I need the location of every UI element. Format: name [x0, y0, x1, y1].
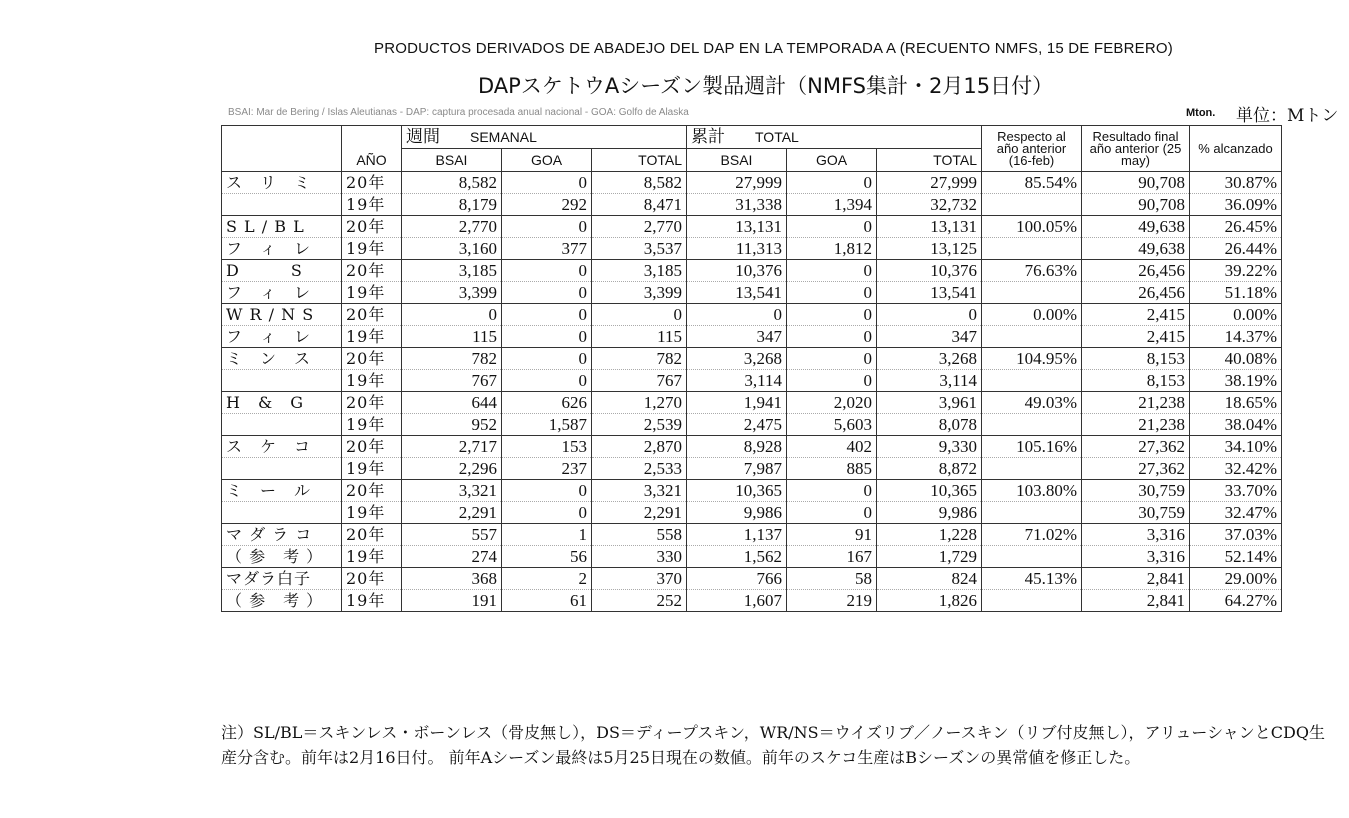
cell-c-total: 13,125: [877, 238, 982, 260]
header-w-total: TOTAL: [592, 149, 687, 172]
cell-vs: 45.13%: [982, 568, 1082, 590]
cell-w-bsai: 274: [402, 546, 502, 568]
year-cell: 19年: [342, 414, 402, 436]
cell-c-bsai: 1,941: [687, 392, 787, 414]
table-row: [222, 238, 1282, 260]
cell-c-bsai: 0: [687, 304, 787, 326]
cell-final: 30,759: [1082, 502, 1190, 524]
cell-final: 2,415: [1082, 304, 1190, 326]
unit-label-japanese: 単位：Mトン: [1236, 106, 1339, 126]
table-row: [222, 370, 1282, 392]
cell-w-goa: 61: [502, 590, 592, 612]
cell-w-total: 558: [592, 524, 687, 546]
product-jp-cell: [222, 414, 342, 436]
product-jp-cell: [222, 194, 342, 216]
cell-w-bsai: 2,770: [402, 216, 502, 238]
year-cell: 19年: [342, 370, 402, 392]
year-cell: 19年: [342, 238, 402, 260]
cell-c-goa: 1,394: [787, 194, 877, 216]
cell-c-total: 13,541: [877, 282, 982, 304]
header-vs-prev: Respecto al año anterior (16-feb): [982, 126, 1082, 172]
cell-c-goa: 0: [787, 260, 877, 282]
table-row: [222, 568, 1282, 590]
cell-pct: 18.65%: [1190, 392, 1282, 414]
cell-vs: [982, 414, 1082, 436]
cell-w-total: 3,399: [592, 282, 687, 304]
header-w-bsai: BSAI: [402, 149, 502, 172]
cell-w-total: 330: [592, 546, 687, 568]
cell-vs: [982, 590, 1082, 612]
product-jp-cell: [222, 370, 342, 392]
cell-w-bsai: 3,160: [402, 238, 502, 260]
year-cell: 19年: [342, 282, 402, 304]
cell-w-goa: 2: [502, 568, 592, 590]
cell-c-bsai: 1,137: [687, 524, 787, 546]
cell-w-total: 8,582: [592, 172, 687, 194]
cell-final: 2,841: [1082, 568, 1190, 590]
table-row: [222, 216, 1282, 238]
cell-c-bsai: 2,475: [687, 414, 787, 436]
table-row: [222, 480, 1282, 502]
cell-w-bsai: 2,717: [402, 436, 502, 458]
cell-pct: 32.42%: [1190, 458, 1282, 480]
header-year-top: [342, 126, 402, 149]
cell-pct: 64.27%: [1190, 590, 1282, 612]
cell-vs: 105.16%: [982, 436, 1082, 458]
year-cell: 19年: [342, 326, 402, 348]
cell-c-bsai: 13,131: [687, 216, 787, 238]
header-final-prev: Resultado final año anterior (25 may): [1082, 126, 1190, 172]
cell-pct: 52.14%: [1190, 546, 1282, 568]
header-c-total: TOTAL: [877, 149, 982, 172]
cell-vs: [982, 194, 1082, 216]
cell-w-total: 3,321: [592, 480, 687, 502]
cell-c-goa: 167: [787, 546, 877, 568]
header-cumulative-jp: 累計: [691, 127, 725, 147]
cell-w-total: 3,185: [592, 260, 687, 282]
cell-w-bsai: 8,179: [402, 194, 502, 216]
cell-w-goa: 56: [502, 546, 592, 568]
year-cell: 20年: [342, 568, 402, 590]
cell-vs: [982, 370, 1082, 392]
header-c-bsai: BSAI: [687, 149, 787, 172]
cell-w-bsai: 3,321: [402, 480, 502, 502]
cell-c-goa: 0: [787, 348, 877, 370]
cell-w-goa: 377: [502, 238, 592, 260]
cell-final: 2,415: [1082, 326, 1190, 348]
cell-pct: 34.10%: [1190, 436, 1282, 458]
cell-pct: 39.22%: [1190, 260, 1282, 282]
cell-c-goa: 91: [787, 524, 877, 546]
cell-w-bsai: 2,291: [402, 502, 502, 524]
cell-w-goa: 0: [502, 370, 592, 392]
table-row: [222, 414, 1282, 436]
cell-w-bsai: 368: [402, 568, 502, 590]
cell-c-total: 1,729: [877, 546, 982, 568]
table-row: [222, 502, 1282, 524]
cell-pct: 51.18%: [1190, 282, 1282, 304]
cell-vs: 71.02%: [982, 524, 1082, 546]
cell-c-total: 13,131: [877, 216, 982, 238]
cell-c-bsai: 3,114: [687, 370, 787, 392]
table-row: [222, 172, 1282, 194]
cell-pct: 38.19%: [1190, 370, 1282, 392]
cell-w-goa: 0: [502, 480, 592, 502]
cell-w-bsai: 3,399: [402, 282, 502, 304]
cell-vs: [982, 282, 1082, 304]
cell-c-total: 347: [877, 326, 982, 348]
header-w-goa: GOA: [502, 149, 592, 172]
cell-w-total: 2,870: [592, 436, 687, 458]
cell-w-bsai: 191: [402, 590, 502, 612]
cell-c-bsai: 3,268: [687, 348, 787, 370]
cell-final: 26,456: [1082, 260, 1190, 282]
cell-final: 49,638: [1082, 216, 1190, 238]
cell-vs: [982, 458, 1082, 480]
header-weekly-label: SEMANAL: [470, 129, 537, 145]
cell-c-total: 1,826: [877, 590, 982, 612]
table-row: [222, 458, 1282, 480]
unit-label: Mton.: [1186, 107, 1216, 119]
product-jp-cell: S L / B L: [222, 216, 342, 238]
cell-final: 8,153: [1082, 370, 1190, 392]
year-cell: 20年: [342, 480, 402, 502]
header-weekly-jp: 週間: [406, 127, 440, 147]
cell-w-bsai: 557: [402, 524, 502, 546]
cell-final: 21,238: [1082, 392, 1190, 414]
cell-final: 27,362: [1082, 458, 1190, 480]
table-body: [222, 172, 1282, 612]
table-row: [222, 304, 1282, 326]
cell-w-bsai: 767: [402, 370, 502, 392]
cell-pct: 29.00%: [1190, 568, 1282, 590]
cell-w-total: 3,537: [592, 238, 687, 260]
cell-c-goa: 0: [787, 216, 877, 238]
title-spanish: PRODUCTOS DERIVADOS DE ABADEJO DEL DAP EN LA TEMPORADA A (RECUENTO NMFS, 15 DE FEBRERO): [374, 40, 1173, 57]
production-table: [221, 125, 1282, 612]
cell-c-bsai: 10,376: [687, 260, 787, 282]
cell-c-goa: 5,603: [787, 414, 877, 436]
product-jp-cell: [222, 502, 342, 524]
product-jp-cell: ス ケ コ: [222, 436, 342, 458]
cell-vs: [982, 546, 1082, 568]
product-jp-cell: D S: [222, 260, 342, 282]
table-row: [222, 436, 1282, 458]
year-cell: 20年: [342, 260, 402, 282]
cell-c-total: 32,732: [877, 194, 982, 216]
cell-c-total: 1,228: [877, 524, 982, 546]
cell-vs: 103.80%: [982, 480, 1082, 502]
cell-w-goa: 292: [502, 194, 592, 216]
cell-c-goa: 0: [787, 326, 877, 348]
header-c-goa: GOA: [787, 149, 877, 172]
cell-w-goa: 0: [502, 502, 592, 524]
cell-c-bsai: 9,986: [687, 502, 787, 524]
cell-w-bsai: 8,582: [402, 172, 502, 194]
cell-w-bsai: 2,296: [402, 458, 502, 480]
cell-c-goa: 885: [787, 458, 877, 480]
cell-w-goa: 626: [502, 392, 592, 414]
product-jp-cell: ス リ ミ: [222, 172, 342, 194]
cell-final: 90,708: [1082, 172, 1190, 194]
table-row: [222, 590, 1282, 612]
cell-w-goa: 0: [502, 260, 592, 282]
year-cell: 20年: [342, 524, 402, 546]
cell-vs: 0.00%: [982, 304, 1082, 326]
cell-w-goa: 1: [502, 524, 592, 546]
year-cell: 20年: [342, 436, 402, 458]
cell-final: 30,759: [1082, 480, 1190, 502]
cell-c-bsai: 13,541: [687, 282, 787, 304]
cell-w-bsai: 0: [402, 304, 502, 326]
cell-c-total: 0: [877, 304, 982, 326]
cell-c-total: 8,078: [877, 414, 982, 436]
product-jp-cell: フ ィ レ: [222, 326, 342, 348]
cell-c-bsai: 7,987: [687, 458, 787, 480]
cell-pct: 36.09%: [1190, 194, 1282, 216]
cell-c-total: 3,961: [877, 392, 982, 414]
title-japanese: DAPスケトウAシーズン製品週計（NMFS集計・2月15日付）: [478, 74, 1054, 98]
cell-c-total: 9,986: [877, 502, 982, 524]
cell-c-goa: 0: [787, 282, 877, 304]
product-jp-cell: （ 参 考 ）: [222, 590, 342, 612]
year-cell: 19年: [342, 194, 402, 216]
product-jp-cell: ミ ー ル: [222, 480, 342, 502]
header-cumulative-label: TOTAL: [755, 129, 799, 145]
cell-c-total: 10,376: [877, 260, 982, 282]
cell-c-total: 27,999: [877, 172, 982, 194]
year-cell: 20年: [342, 216, 402, 238]
table-row: [222, 260, 1282, 282]
cell-pct: 26.45%: [1190, 216, 1282, 238]
header-cumulative: [687, 126, 982, 149]
year-cell: 20年: [342, 348, 402, 370]
cell-w-bsai: 3,185: [402, 260, 502, 282]
cell-final: 8,153: [1082, 348, 1190, 370]
cell-w-bsai: 644: [402, 392, 502, 414]
cell-c-goa: 2,020: [787, 392, 877, 414]
header-weekly: [402, 126, 687, 149]
cell-w-total: 0: [592, 304, 687, 326]
table-row: [222, 326, 1282, 348]
table-row: [222, 348, 1282, 370]
product-jp-cell: （ 参 考 ）: [222, 546, 342, 568]
cell-c-bsai: 1,562: [687, 546, 787, 568]
legend-text: BSAI: Mar de Bering / Islas Aleutianas - DAP: captura procesada anual nacional - GOA: Golfo de Alaska: [228, 107, 689, 118]
year-cell: 20年: [342, 172, 402, 194]
cell-c-bsai: 8,928: [687, 436, 787, 458]
cell-w-total: 115: [592, 326, 687, 348]
cell-w-total: 1,270: [592, 392, 687, 414]
cell-c-total: 8,872: [877, 458, 982, 480]
cell-w-total: 782: [592, 348, 687, 370]
cell-w-total: 8,471: [592, 194, 687, 216]
cell-final: 3,316: [1082, 546, 1190, 568]
product-jp-cell: フ ィ レ: [222, 238, 342, 260]
cell-w-total: 252: [592, 590, 687, 612]
footnote: 注）SL/BL＝スキンレス・ボーンレス（骨皮無し），DS＝ディープスキン，WR/NS＝ウイズリブ／ノースキン（リブ付皮無し），アリューシャンとCDQ生産分含む。前年は2月16日付。 前年Aシーズン最終は5月25日現在の数値。前年のスケコ生産はBシーズンの異常値を修正した。: [221, 723, 1325, 767]
cell-c-goa: 0: [787, 304, 877, 326]
cell-final: 27,362: [1082, 436, 1190, 458]
cell-w-total: 2,770: [592, 216, 687, 238]
cell-pct: 40.08%: [1190, 348, 1282, 370]
year-cell: 20年: [342, 392, 402, 414]
cell-w-bsai: 782: [402, 348, 502, 370]
cell-final: 26,456: [1082, 282, 1190, 304]
cell-w-goa: 1,587: [502, 414, 592, 436]
cell-final: 2,841: [1082, 590, 1190, 612]
cell-final: 90,708: [1082, 194, 1190, 216]
cell-pct: 14.37%: [1190, 326, 1282, 348]
product-jp-cell: ミ ン ス: [222, 348, 342, 370]
cell-pct: 26.44%: [1190, 238, 1282, 260]
cell-w-total: 370: [592, 568, 687, 590]
cell-c-total: 3,114: [877, 370, 982, 392]
cell-c-goa: 0: [787, 370, 877, 392]
cell-c-total: 824: [877, 568, 982, 590]
product-jp-cell: マダラ白子: [222, 568, 342, 590]
year-cell: 20年: [342, 304, 402, 326]
cell-c-bsai: 11,313: [687, 238, 787, 260]
table-row: [222, 392, 1282, 414]
cell-w-total: 2,539: [592, 414, 687, 436]
year-cell: 19年: [342, 590, 402, 612]
cell-c-bsai: 27,999: [687, 172, 787, 194]
year-cell: 19年: [342, 502, 402, 524]
cell-vs: 85.54%: [982, 172, 1082, 194]
product-jp-cell: マ ダ ラ コ: [222, 524, 342, 546]
cell-w-bsai: 952: [402, 414, 502, 436]
cell-c-bsai: 766: [687, 568, 787, 590]
cell-c-goa: 0: [787, 480, 877, 502]
cell-w-goa: 0: [502, 326, 592, 348]
cell-w-goa: 0: [502, 304, 592, 326]
product-jp-cell: フ ィ レ: [222, 282, 342, 304]
cell-pct: 33.70%: [1190, 480, 1282, 502]
cell-vs: [982, 326, 1082, 348]
cell-pct: 32.47%: [1190, 502, 1282, 524]
cell-final: 21,238: [1082, 414, 1190, 436]
cell-c-bsai: 10,365: [687, 480, 787, 502]
year-cell: 19年: [342, 458, 402, 480]
cell-final: 3,316: [1082, 524, 1190, 546]
header-pct: % alcanzado: [1190, 126, 1282, 172]
cell-w-goa: 0: [502, 348, 592, 370]
cell-vs: 49.03%: [982, 392, 1082, 414]
cell-vs: [982, 502, 1082, 524]
cell-c-goa: 0: [787, 172, 877, 194]
table-row: [222, 546, 1282, 568]
cell-c-goa: 1,812: [787, 238, 877, 260]
cell-pct: 0.00%: [1190, 304, 1282, 326]
table-row: [222, 282, 1282, 304]
header-row-1: [222, 126, 1282, 149]
cell-c-total: 9,330: [877, 436, 982, 458]
cell-c-goa: 402: [787, 436, 877, 458]
cell-c-bsai: 1,607: [687, 590, 787, 612]
year-cell: 19年: [342, 546, 402, 568]
cell-w-goa: 0: [502, 282, 592, 304]
product-jp-cell: W R / N S: [222, 304, 342, 326]
cell-c-bsai: 31,338: [687, 194, 787, 216]
cell-w-total: 2,291: [592, 502, 687, 524]
cell-c-bsai: 347: [687, 326, 787, 348]
cell-c-goa: 219: [787, 590, 877, 612]
header-year: AÑO: [342, 149, 402, 172]
cell-vs: 104.95%: [982, 348, 1082, 370]
product-jp-cell: [222, 458, 342, 480]
cell-vs: 100.05%: [982, 216, 1082, 238]
cell-w-total: 2,533: [592, 458, 687, 480]
cell-w-bsai: 115: [402, 326, 502, 348]
cell-w-goa: 0: [502, 216, 592, 238]
cell-c-total: 3,268: [877, 348, 982, 370]
cell-w-goa: 237: [502, 458, 592, 480]
cell-c-total: 10,365: [877, 480, 982, 502]
cell-vs: 76.63%: [982, 260, 1082, 282]
cell-vs: [982, 238, 1082, 260]
cell-c-goa: 58: [787, 568, 877, 590]
cell-final: 49,638: [1082, 238, 1190, 260]
cell-w-total: 767: [592, 370, 687, 392]
product-jp-cell: H & G: [222, 392, 342, 414]
cell-w-goa: 0: [502, 172, 592, 194]
table-row: [222, 524, 1282, 546]
cell-w-goa: 153: [502, 436, 592, 458]
cell-pct: 30.87%: [1190, 172, 1282, 194]
header-corner: [222, 126, 342, 172]
cell-pct: 38.04%: [1190, 414, 1282, 436]
cell-c-goa: 0: [787, 502, 877, 524]
table-row: [222, 194, 1282, 216]
cell-pct: 37.03%: [1190, 524, 1282, 546]
